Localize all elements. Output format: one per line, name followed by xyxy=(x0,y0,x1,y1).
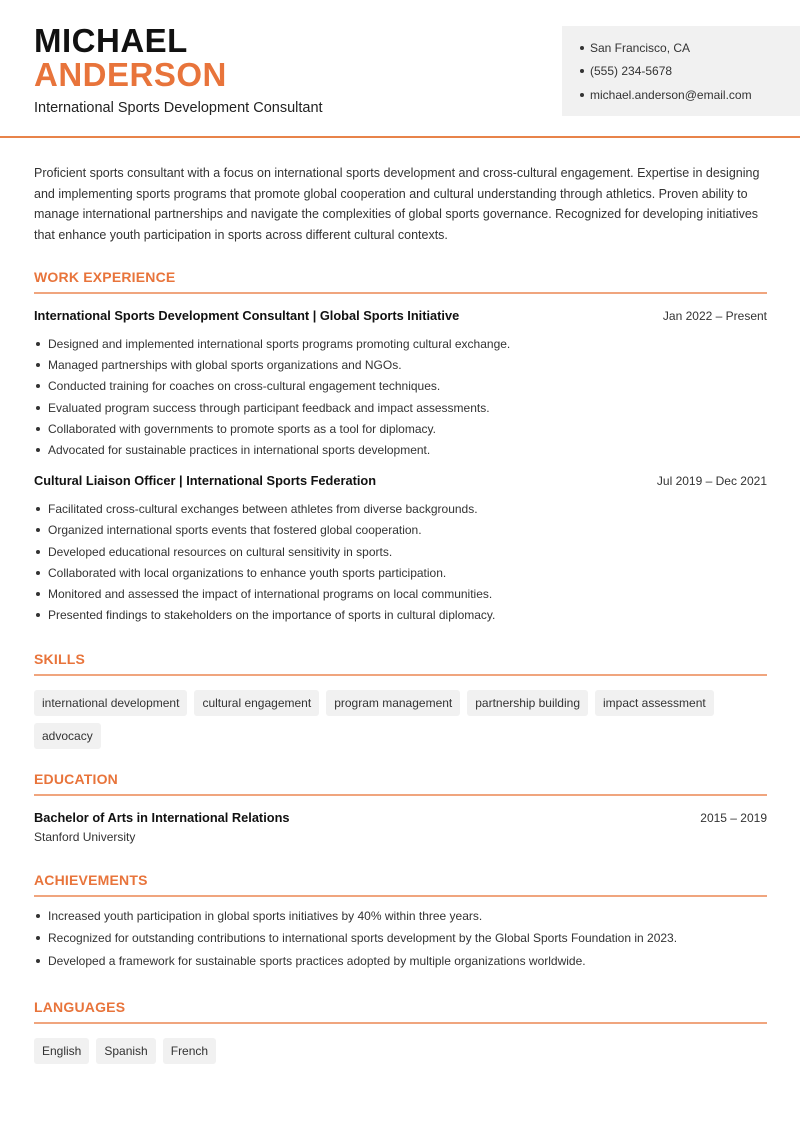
skill-tag: cultural engagement xyxy=(194,690,319,716)
skills-section xyxy=(34,650,767,749)
language-tag: French xyxy=(163,1038,216,1064)
bullet-text: Evaluated program success through participant feedback and impact assessments. xyxy=(48,400,490,415)
contact-phone xyxy=(580,60,800,84)
first-name: MICHAEL xyxy=(34,22,188,59)
phone-text: (555) 234-5678 xyxy=(590,64,673,79)
section-heading: LANGUAGES xyxy=(34,999,126,1015)
skill-tag: international development xyxy=(34,690,187,716)
language-tag: Spanish xyxy=(96,1038,155,1064)
bullet-icon xyxy=(36,571,40,575)
section-divider xyxy=(34,1022,767,1024)
bullet-icon xyxy=(36,448,40,452)
language-tag: English xyxy=(34,1038,89,1064)
bullet-text: Advocated for sustainable practices in international sports development. xyxy=(48,443,431,458)
bullet-icon xyxy=(36,550,40,554)
list-item xyxy=(34,418,767,439)
job-bullets xyxy=(34,499,767,626)
languages-section xyxy=(34,998,767,1064)
section-divider xyxy=(34,674,767,676)
skill-tag: impact assessment xyxy=(595,690,714,716)
professional-title: International Sports Development Consultant xyxy=(34,100,323,116)
education-years: 2015 – 2019 xyxy=(700,810,767,825)
achievements-list xyxy=(34,905,767,973)
skill-tag: program management xyxy=(326,690,460,716)
school-name: Stanford University xyxy=(34,829,136,844)
languages-list xyxy=(34,1038,767,1064)
section-divider xyxy=(34,794,767,796)
list-item xyxy=(34,562,767,583)
contact-location xyxy=(580,36,800,60)
job-dates: Jan 2022 – Present xyxy=(662,308,767,323)
achievements-section xyxy=(34,871,767,972)
list-item xyxy=(34,520,767,541)
bullet-icon xyxy=(36,914,40,918)
list-item xyxy=(34,605,767,626)
list-item xyxy=(34,397,767,418)
skill-tag: partnership building xyxy=(467,690,588,716)
bullet-icon xyxy=(36,342,40,346)
bullet-icon xyxy=(36,592,40,596)
bullet-icon xyxy=(36,384,40,388)
list-item xyxy=(34,334,767,355)
list-item xyxy=(34,950,767,973)
skills-list xyxy=(34,690,767,749)
bullet-icon xyxy=(36,528,40,532)
list-item xyxy=(34,541,767,562)
bullet-icon xyxy=(36,507,40,511)
list-item xyxy=(34,499,767,520)
degree-title: Bachelor of Arts in International Relations xyxy=(34,809,290,825)
bullet-text: Collaborated with governments to promote sports as a tool for diplomacy. xyxy=(48,421,436,436)
bullet-text: Collaborated with local organizations to enhance youth sports participation. xyxy=(48,565,447,580)
bullet-icon xyxy=(580,46,584,50)
bullet-icon xyxy=(36,959,40,963)
list-item xyxy=(34,376,767,397)
education-section xyxy=(34,770,767,844)
bullet-icon xyxy=(36,427,40,431)
list-item xyxy=(34,905,767,928)
job-dates: Jul 2019 – Dec 2021 xyxy=(656,473,767,488)
bullet-text: Monitored and assessed the impact of international programs on local communities. xyxy=(48,586,493,601)
bullet-text: Organized international sports events that fostered global cooperation. xyxy=(48,523,422,538)
bullet-text: Increased youth participation in global sports initiatives by 40% within three years. xyxy=(48,908,483,923)
education-header xyxy=(34,810,767,830)
section-heading: EDUCATION xyxy=(34,771,118,787)
resume-header xyxy=(0,0,800,138)
summary-paragraph: Proficient sports consultant with a focus on international sports development and cross-cultural engagement. Expertise in designing and implementing sports programs that promote global cooperation and cultural understanding through athletics. Proven ability to manage international partnerships and navigate the complexities of global sports governance. Recognized for developing initiatives that enhance youth participation in sports across different cultural contexts. xyxy=(34,166,760,242)
work-experience-section xyxy=(34,268,767,638)
section-heading: WORK EXPERIENCE xyxy=(34,269,176,285)
skill-tag: advocacy xyxy=(34,723,101,749)
list-item xyxy=(34,927,767,950)
bullet-text: Presented findings to stakeholders on the importance of sports in cultural diplomacy. xyxy=(48,608,496,623)
last-name: ANDERSON xyxy=(34,56,227,93)
list-item xyxy=(34,355,767,376)
bullet-icon xyxy=(36,613,40,617)
bullet-text: Conducted training for coaches on cross-cultural engagement techniques. xyxy=(48,379,441,394)
contact-email xyxy=(580,83,800,107)
section-divider xyxy=(34,292,767,294)
job-header xyxy=(34,308,767,332)
job-role: Cultural Liaison Officer | International Sports Federation xyxy=(34,472,377,488)
section-heading: ACHIEVEMENTS xyxy=(34,872,148,888)
job-role: International Sports Development Consultant | Global Sports Initiative xyxy=(34,307,460,323)
bullet-text: Designed and implemented international sports programs promoting cultural exchange. xyxy=(48,337,511,352)
job-entry xyxy=(34,473,767,626)
bullet-icon xyxy=(580,69,584,73)
job-entry xyxy=(34,308,767,461)
location-text: San Francisco, CA xyxy=(590,40,691,55)
bullet-text: Managed partnerships with global sports organizations and NGOs. xyxy=(48,358,402,373)
bullet-icon xyxy=(36,936,40,940)
job-header xyxy=(34,473,767,497)
bullet-text: Developed educational resources on cultural sensitivity in sports. xyxy=(48,544,393,559)
job-bullets xyxy=(34,334,767,461)
section-heading: SKILLS xyxy=(34,651,85,667)
email-text: michael.anderson@email.com xyxy=(590,87,752,102)
section-divider xyxy=(34,895,767,897)
bullet-text: Developed a framework for sustainable sports practices adopted by multiple organizations worldwide. xyxy=(48,953,586,968)
bullet-icon xyxy=(36,406,40,410)
contact-box xyxy=(562,26,800,116)
bullet-icon xyxy=(36,363,40,367)
bullet-text: Recognized for outstanding contributions to international sports development by the Global Sports Foundation in 2023. xyxy=(48,931,678,946)
bullet-text: Facilitated cross-cultural exchanges between athletes from diverse backgrounds. xyxy=(48,502,478,517)
bullet-icon xyxy=(580,93,584,97)
list-item xyxy=(34,439,767,460)
list-item xyxy=(34,583,767,604)
